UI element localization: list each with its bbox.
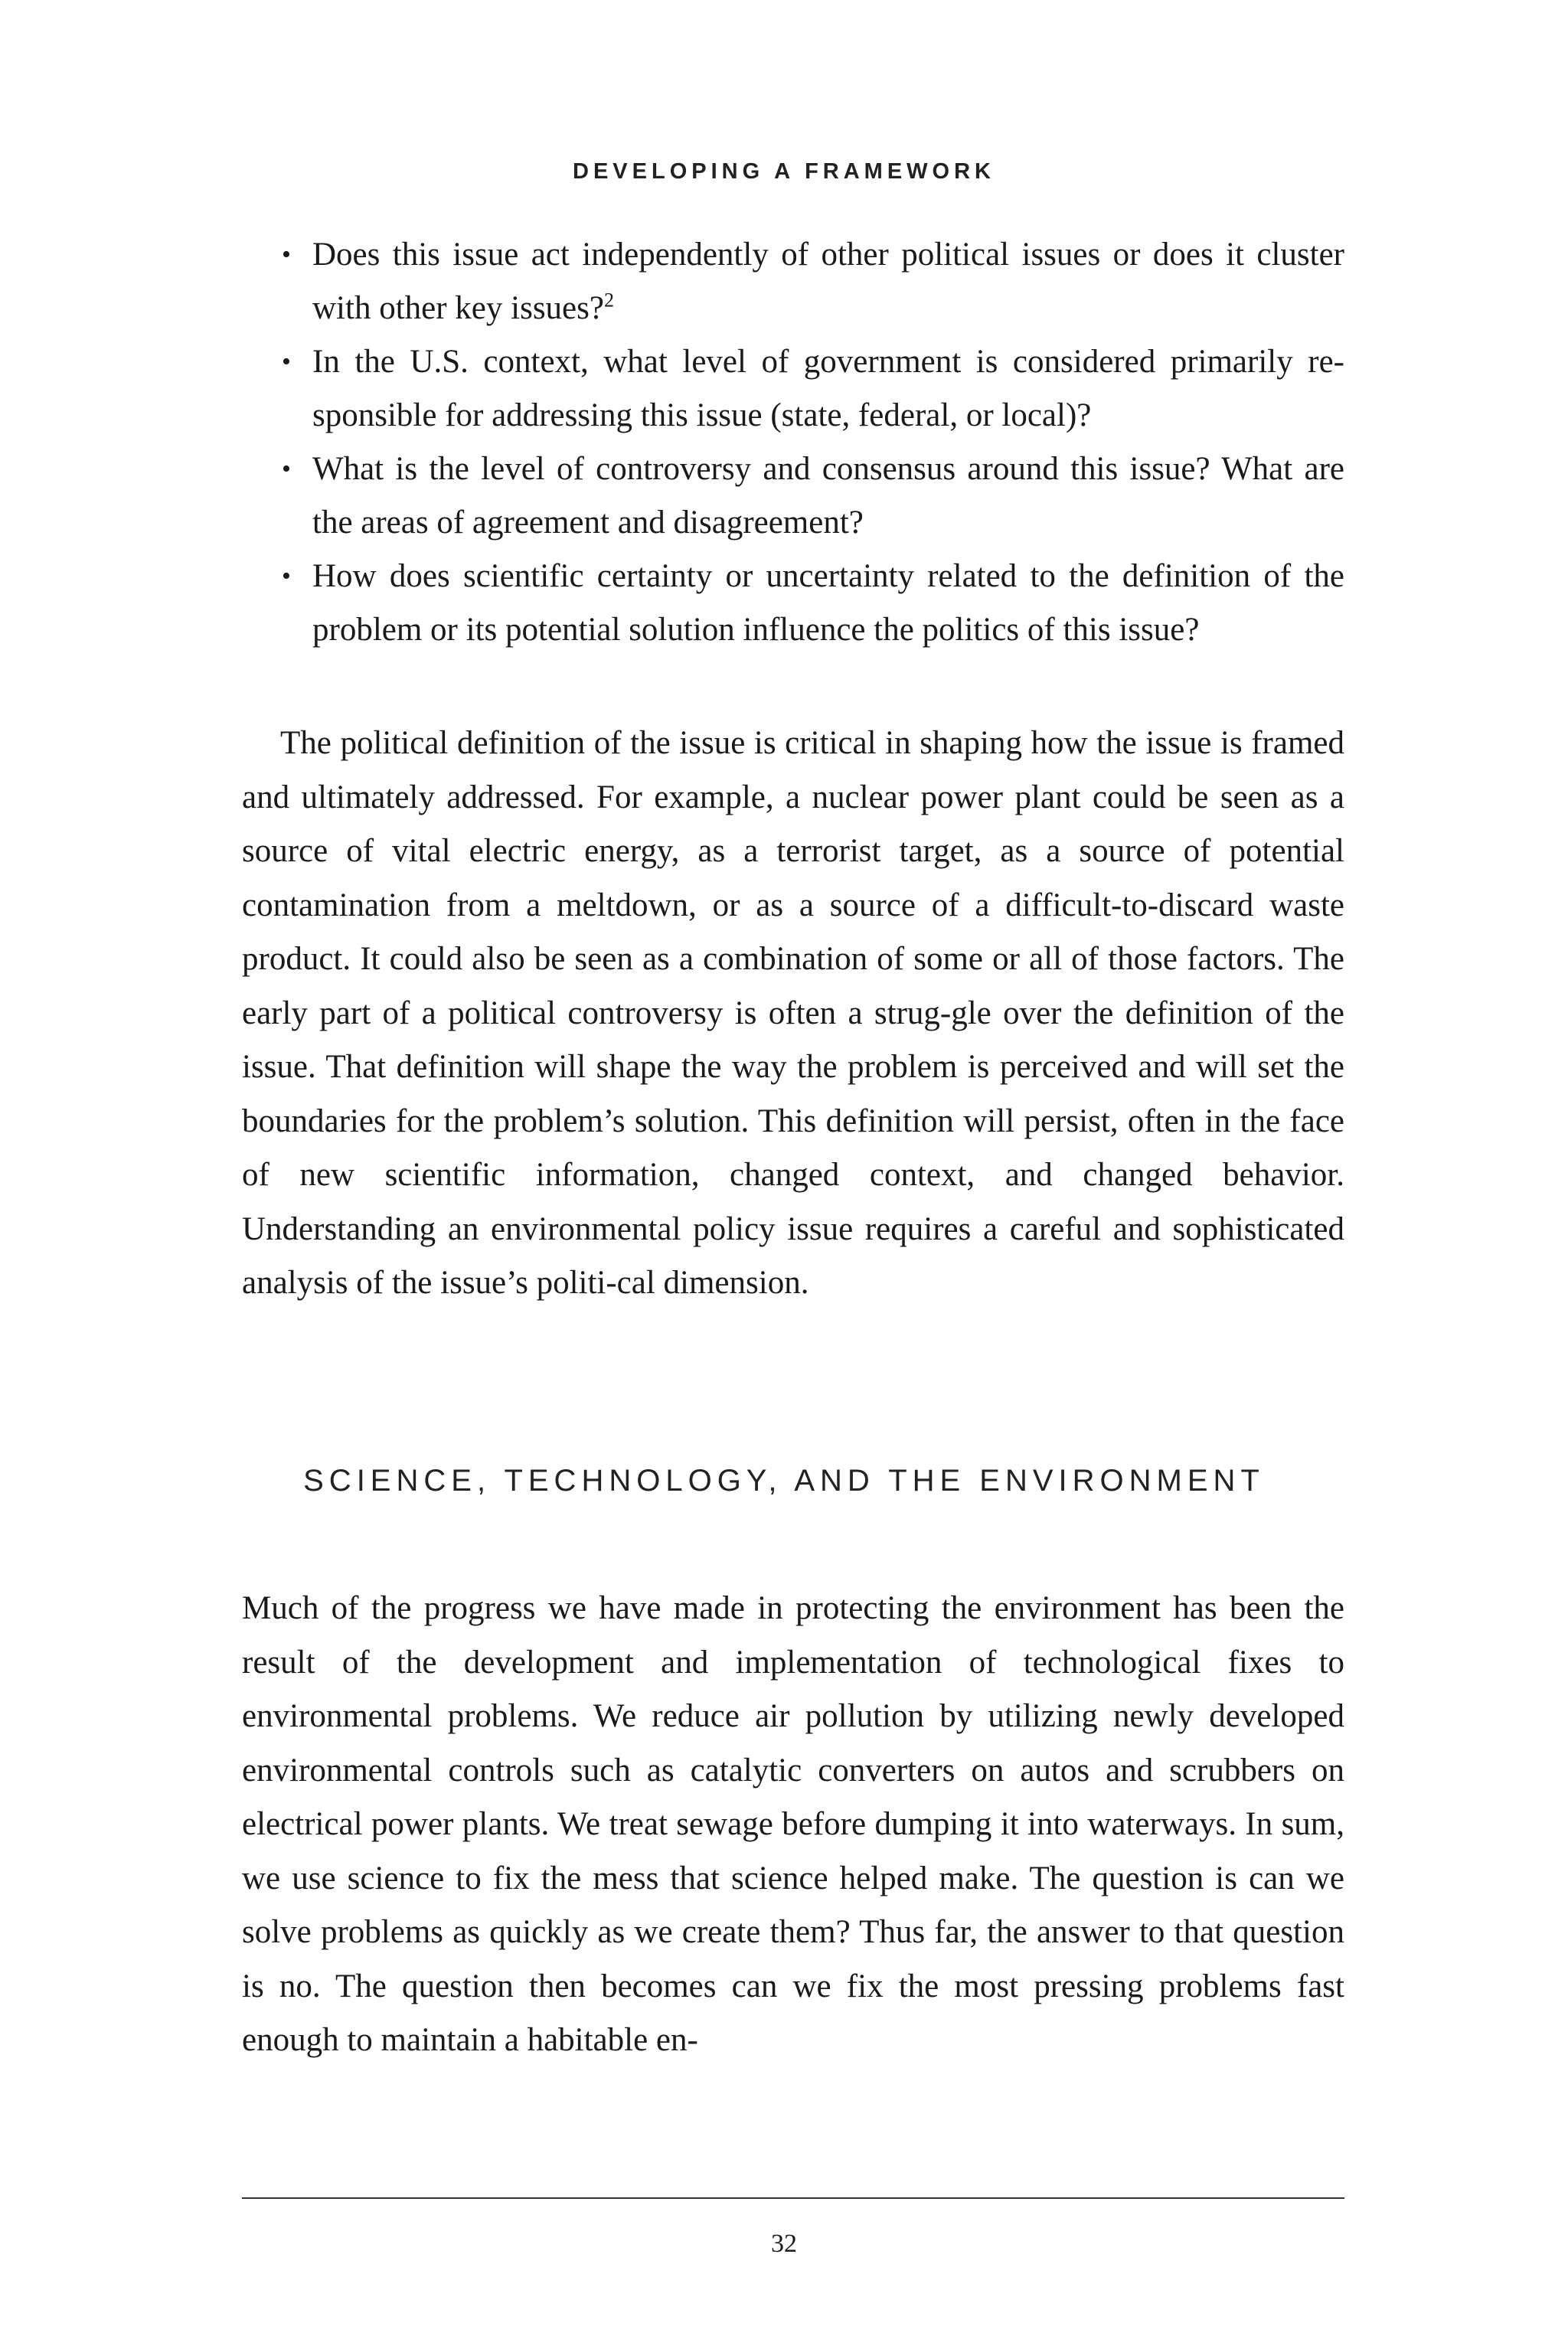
footnote-marker[interactable]: 2 (603, 289, 614, 312)
question-list (282, 228, 1344, 657)
body-paragraph-political-definition: The political definition of the issue is critical in shaping how the issue is framed and ultimately addressed. For example, a nuclear power plant could be seen as a source of vital electric energy, as a terrorist target, as a source of potential contamination from a meltdown, or as a source of a difficult-to-discard waste product. It could also be seen as a combination of some or all of those factors. The early part of a political controversy is often a strug-gle over the definition of the issue. That definition will shape the way the problem is perceived and will set the boundaries for the problem’s solution. This definition will persist, often in the face of new scientific information, changed context, and changed behavior. Understanding an environmental policy issue requires a careful and sophisticated analysis of the issue’s politi-cal dimension. (242, 725, 1344, 1301)
list-item (282, 335, 1344, 443)
list-item-text: What is the level of controversy and consensus around this issue? What are the areas of agreement and disagreement? (312, 451, 1344, 541)
footer-divider (242, 2197, 1344, 2199)
list-item-text: Does this issue act independently of other political issues or does it cluster with other key issues? (312, 237, 1344, 326)
list-item-text: How does scientific certainty or uncertainty related to the definition of the problem or its potential solution influence the politics of this issue? (312, 558, 1344, 648)
list-item (282, 550, 1344, 657)
section-heading: SCIENCE, TECHNOLOGY, AND THE ENVIRONMENT (303, 1464, 1265, 1498)
body-paragraph-science-technology: Much of the progress we have made in protecting the environment has been the result of the development and implementation of technological fixes to environmental problems. We reduce air pollution by utilizing newly developed environmental controls such as catalytic converters on autos and scrubbers on electrical power plants. We treat sewage before dumping it into waterways. In sum, we use science to fix the mess that science helped make. The question is can we solve problems as quickly as we create them? Thus far, the answer to that question is no. The question then becomes can we fix the most pressing problems fast enough to maintain a habitable en- (242, 1590, 1344, 2058)
list-item-text: In the U.S. context, what level of government is considered primarily re-sponsible for addressing this issue (state, federal, or local)? (312, 344, 1344, 433)
running-head: DEVELOPING A FRAMEWORK (573, 159, 995, 184)
page-number: 32 (771, 2230, 797, 2258)
list-item (282, 228, 1344, 335)
list-item (282, 443, 1344, 550)
